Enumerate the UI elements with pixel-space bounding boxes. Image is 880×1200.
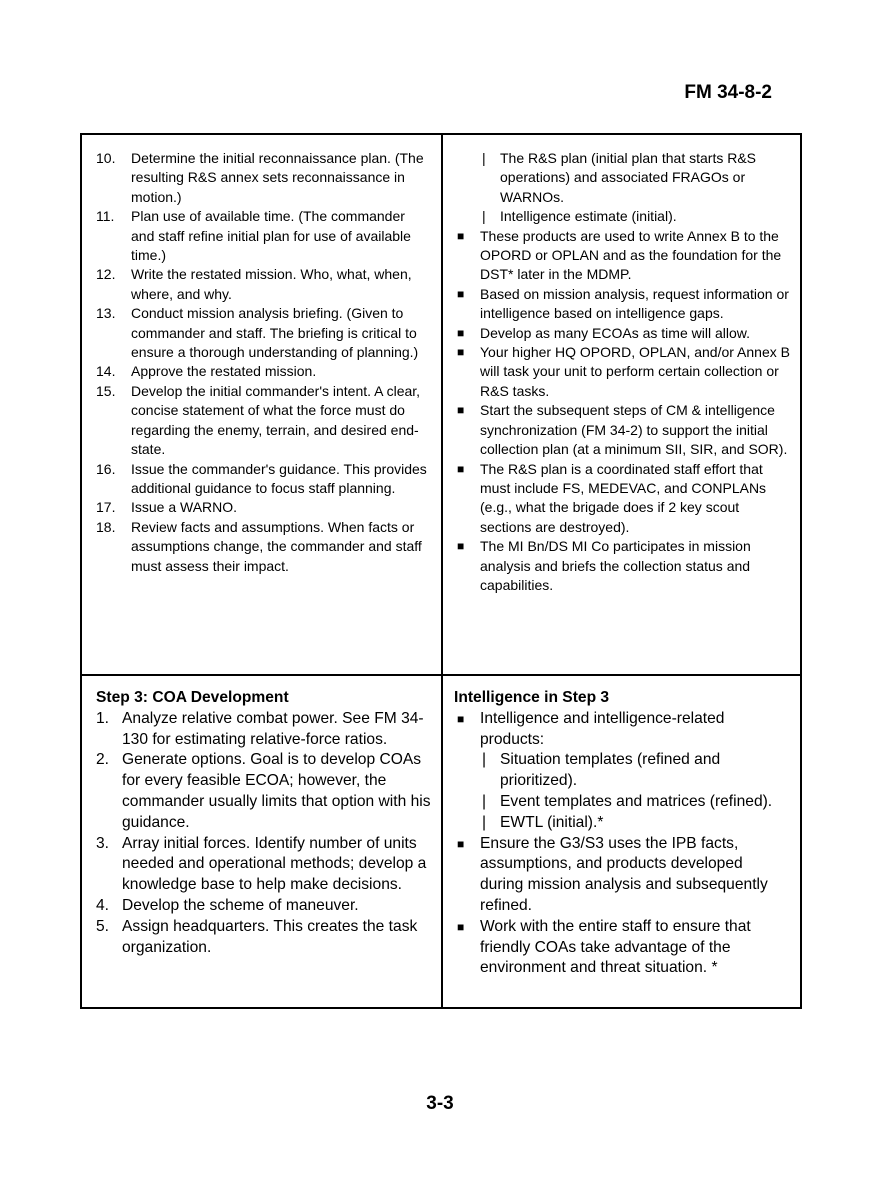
list-item: 4. Develop the scheme of maneuver. — [96, 896, 359, 914]
step3-intelligence-cell — [454, 688, 790, 979]
intel-step3-heading: Intelligence in Step 3 — [454, 689, 610, 706]
square-bullet-icon: ■ — [457, 345, 465, 360]
sub-list-item: | The R&S plan (initial plan that starts R&S operations) and associated FRAGOs or WARNOs. — [454, 149, 790, 207]
square-bullet-icon: ■ — [457, 711, 465, 726]
step3-heading: Step 3: COA Development — [96, 689, 289, 706]
bullet-item: ■ Develop as many ECOAs as time will allow. — [454, 324, 790, 343]
bullet-item: ■ Based on mission analysis, request information or intelligence based on intelligence gaps. — [454, 285, 790, 324]
list-item: 1. Analyze relative combat power. See FM 34-130 for estimating relative-force ratios. — [96, 709, 424, 748]
sub-list-item: | Intelligence estimate (initial). — [454, 207, 790, 226]
step2-intelligence-cell — [454, 149, 790, 595]
bullet-item: ■ Intelligence and intelligence-related products: — [454, 709, 790, 751]
bullet-item: ■ These products are used to write Annex B to the OPORD or OPLAN and as the foundation for the DST* later in the MDMP. — [454, 227, 790, 285]
sub-list-item: | Situation templates (refined and prioritized). — [454, 750, 790, 792]
document-id: FM 34-8-2 — [684, 82, 772, 103]
step3-coa-cell — [96, 688, 431, 958]
sub-bullet-icon: | — [482, 150, 486, 166]
bullet-item: ■ Ensure the G3/S3 uses the IPB facts, assumptions, and products developed during mission analysis and subsequently refined. — [454, 834, 790, 917]
row-divider — [82, 674, 800, 676]
mdmp-table — [80, 133, 802, 1009]
bullet-item: ■ Work with the entire staff to ensure that friendly COAs take advantage of the environment and threat situation. * — [454, 917, 790, 979]
square-bullet-icon: ■ — [457, 286, 465, 301]
list-item: 14. Approve the restated mission. — [96, 363, 317, 380]
list-item: 5. Assign headquarters. This creates the task organization. — [96, 917, 418, 956]
step2-steps-cell — [96, 149, 431, 576]
list-item: 16. Issue the commander's guidance. This provides additional guidance to focus staff planning. — [96, 460, 427, 496]
sub-bullet-icon: | — [482, 792, 487, 810]
list-item: 2. Generate options. Goal is to develop COAs for every feasible ECOA; however, the commander usually limits that option with his guidance. — [96, 751, 431, 831]
list-item: 11. Plan use of available time. (The commander and staff refine initial plan for use of available time.) — [96, 208, 411, 264]
list-item: 3. Array initial forces. Identify number of units needed and operational methods; develop a knowledge base to help make decisions. — [96, 834, 427, 894]
square-bullet-icon: ■ — [457, 403, 465, 418]
list-item: 15. Develop the initial commander's intent. A clear, concise statement of what the force must do regarding the enemy, terrain, and desired end-state. — [96, 382, 421, 458]
sub-bullet-icon: | — [482, 751, 487, 769]
bullet-item: ■ The MI Bn/DS MI Co participates in mission analysis and briefs the collection status and capabilities. — [454, 537, 790, 595]
bullet-item: ■ The R&S plan is a coordinated staff effort that must include FS, MEDEVAC, and CONPLANs (e.g., what the brigade does if 2 key scout sections are destroyed). — [454, 460, 790, 538]
sub-bullet-icon: | — [482, 208, 486, 225]
square-bullet-icon: ■ — [457, 228, 465, 243]
square-bullet-icon: ■ — [457, 836, 465, 851]
bullet-item: ■ Your higher HQ OPORD, OPLAN, and/or Annex B will task your unit to perform certain collection or R&S tasks. — [454, 343, 790, 401]
square-bullet-icon: ■ — [457, 325, 465, 340]
list-item: 18. Review facts and assumptions. When facts or assumptions change, the commander and staff must assess their impact. — [96, 518, 422, 574]
column-divider — [441, 135, 443, 1007]
list-item: 10. Determine the initial reconnaissance plan. (The resulting R&S annex sets reconnaissance in motion.) — [96, 150, 424, 205]
bullet-item: ■ Start the subsequent steps of CM & intelligence synchronization (FM 34-2) to support the initial collection plan (at a minimum SII, SIR, and SOR). — [454, 401, 790, 459]
sub-bullet-icon: | — [482, 813, 487, 831]
square-bullet-icon: ■ — [457, 919, 465, 934]
page-number: 3-3 — [426, 1093, 454, 1114]
sub-list-item: | Event templates and matrices (refined). — [454, 792, 790, 813]
square-bullet-icon: ■ — [457, 461, 465, 476]
list-item: 12. Write the restated mission. Who, what, when, where, and why. — [96, 266, 412, 302]
square-bullet-icon: ■ — [457, 539, 465, 554]
list-item: 17. Issue a WARNO. — [96, 499, 238, 516]
sub-list-item: | EWTL (initial).* — [454, 813, 790, 834]
list-item: 13. Conduct mission analysis briefing. (Given to commander and staff. The briefing is critical to ensure a thorough understanding of planning.) — [96, 305, 419, 361]
